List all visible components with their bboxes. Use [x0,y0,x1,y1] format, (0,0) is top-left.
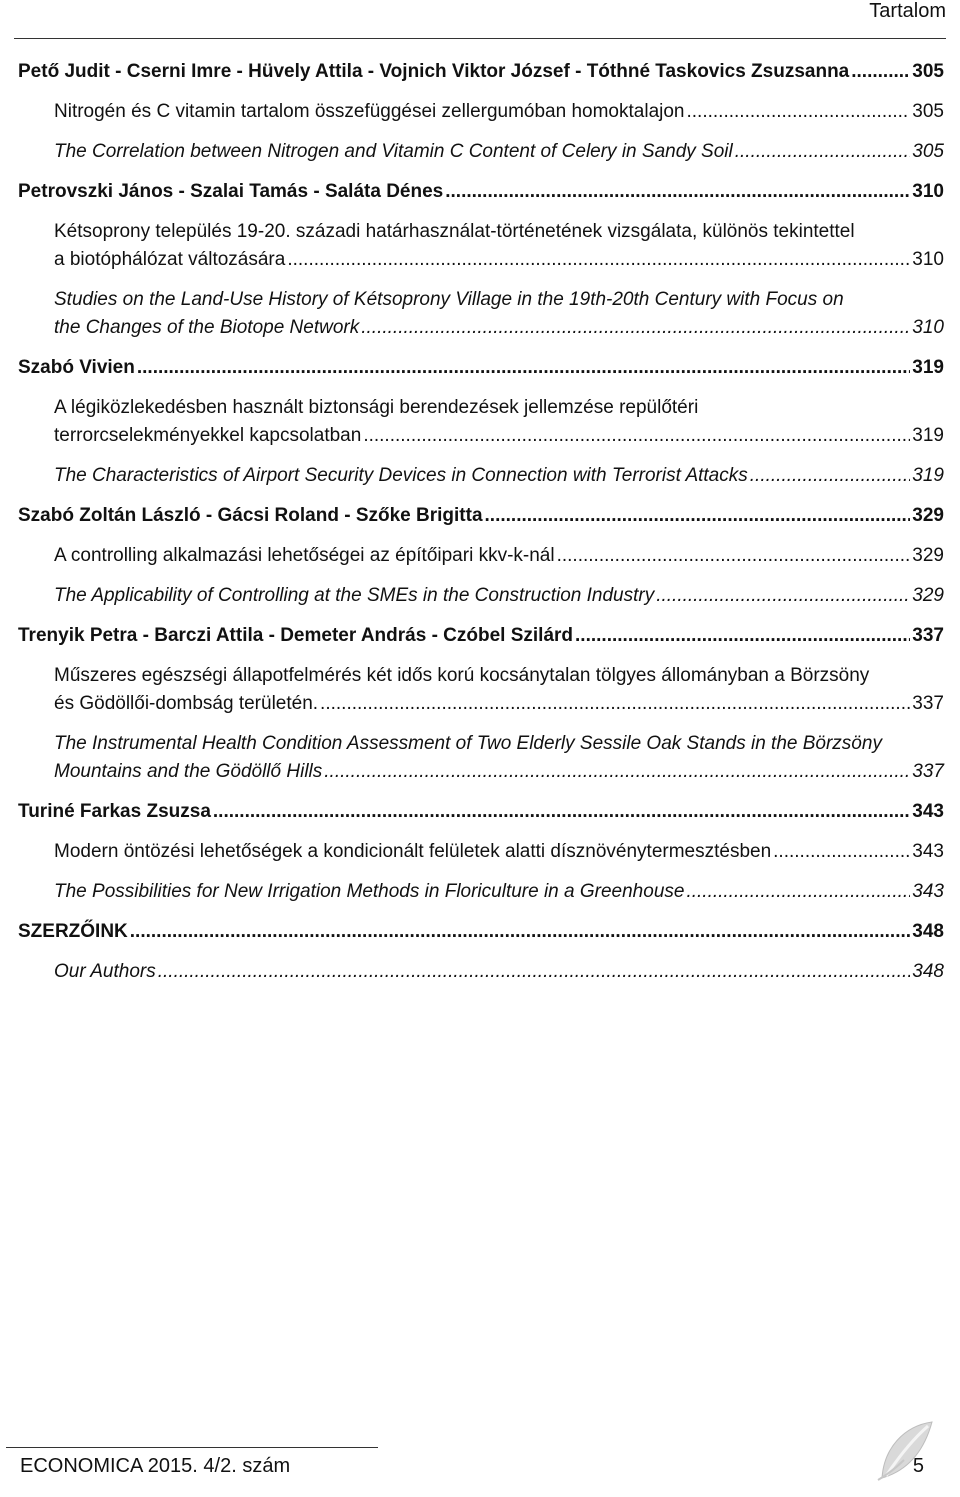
toc-title-entry[interactable] [54,394,944,450]
toc-entry-text-line: Műszeres egészségi állapotfelmérés két idős korú kocsánytalan tölgyes állományban a Börzsöny [54,665,870,686]
dot-leader [213,798,910,826]
toc-author-entry[interactable] [18,798,944,826]
dot-leader [137,354,910,382]
toc-entry-line [18,178,944,206]
toc-page-number: 319 [912,425,944,446]
toc-author-entry[interactable] [18,178,944,206]
toc-author-entry[interactable] [18,354,944,382]
toc-entry-line [54,958,944,986]
toc-page-number: 310 [912,249,944,270]
toc-entry-line [54,838,944,866]
toc-entry-line [54,314,944,342]
toc-page-number: 337 [912,625,944,646]
toc-author-entry[interactable] [18,502,944,530]
toc-entry-text: The Correlation between Nitrogen and Vitamin C Content of Celery in Sandy Soil [54,141,733,162]
toc-english-title-entry[interactable] [54,730,944,786]
toc-page-number: 348 [912,921,944,942]
toc-entry-text: Petrovszki János - Szalai Tamás - Saláta Dénes [18,181,444,202]
toc-entry-text: és Gödöllői-dombság területén. [54,693,319,714]
toc-page-number: 329 [912,585,944,606]
dot-leader [686,878,910,906]
dot-leader [320,690,910,718]
toc-page-number: 305 [912,141,944,162]
dot-leader [324,758,910,786]
toc-entry-text: a biotóphálózat változására [54,249,286,270]
dot-leader [851,58,910,86]
toc-entry-text: Trenyik Petra - Barczi Attila - Demeter András - Czóbel Szilárd [18,625,574,646]
toc-english-title-entry[interactable] [54,286,944,342]
toc-page-number: 329 [912,545,944,566]
toc-entry-line [18,918,944,946]
toc-entry-line [54,422,944,450]
toc-entry-line [54,462,944,490]
dot-leader [485,502,911,530]
toc-entry-line [54,690,944,718]
toc-author-entry[interactable] [18,622,944,650]
toc-entry-text: Mountains and the Gödöllő Hills [54,761,323,782]
toc-entry-line [18,58,944,86]
toc-page-number: 319 [912,357,944,378]
toc-page-number: 329 [912,505,944,526]
footer-journal-label: ECONOMICA 2015. 4/2. szám [20,1455,291,1477]
toc-entry-line [54,758,944,786]
toc-entry-text-line: Studies on the Land-Use History of Kétsoprony Village in the 19th-20th Century with Focus on [54,289,844,310]
dot-leader [735,138,911,166]
dot-leader [575,622,910,650]
toc-entry-line [18,798,944,826]
toc-english-title-entry[interactable] [54,138,944,166]
toc-page-number: 319 [912,465,944,486]
toc-page-number: 337 [912,761,944,782]
toc-title-entry[interactable] [54,542,944,570]
dot-leader [750,462,911,490]
dot-leader [687,98,911,126]
header-divider [14,38,946,39]
toc-entry-text: the Changes of the Biotope Network [54,317,360,338]
toc-title-entry[interactable] [54,838,944,866]
toc-entry-text-line: A légiközlekedésben használt biztonsági berendezések jellemzése repülőtéri [54,397,699,418]
toc-entry-text-line: Kétsoprony település 19-20. századi határhasználat-történetének vizsgálata, különös tekintettel [54,221,855,242]
toc-english-title-entry[interactable] [54,582,944,610]
toc-entry-text-line: The Instrumental Health Condition Assessment of Two Elderly Sessile Oak Stands in the Börzsöny [54,733,882,754]
toc-entry-text: Our Authors [54,961,156,982]
leaf-logo-icon [874,1418,938,1484]
page-header-title: Tartalom [869,0,946,22]
toc-entry-text: The Characteristics of Airport Security Devices in Connection with Terrorist Attacks [54,465,748,486]
toc-entry-line [18,622,944,650]
toc-entry-line [54,138,944,166]
toc-title-entry[interactable] [54,98,944,126]
table-of-contents [18,58,944,986]
toc-page-number: 343 [912,841,944,862]
toc-page-number: 305 [912,101,944,122]
toc-entry-text: A controlling alkalmazási lehetőségei az építőipari kkv-k-nál [54,545,555,566]
toc-page-number: 343 [912,801,944,822]
toc-english-title-entry[interactable] [54,958,944,986]
toc-title-entry[interactable] [54,662,944,718]
toc-entry-text: Nitrogén és C vitamin tartalom összefüggései zellergumóban homoktalajon [54,101,685,122]
toc-entry-text: Pető Judit - Cserni Imre - Hüvely Attila - Vojnich Viktor József - Tóthné Taskovics Zsuzsanna [18,61,850,82]
toc-entry-text: terrorcselekményekkel kapcsolatban [54,425,362,446]
toc-entry-line [54,246,944,274]
dot-leader [287,246,910,274]
toc-entry-text: Szabó Vivien [18,357,135,378]
toc-entry-text: Turiné Farkas Zsuzsa [18,801,211,822]
toc-entry-line [54,878,944,906]
toc-page-number: 310 [912,317,944,338]
dot-leader [445,178,910,206]
toc-entry-line [54,98,944,126]
toc-entry-text: The Applicability of Controlling at the SMEs in the Construction Industry [54,585,655,606]
toc-entry-text: Modern öntözési lehetőségek a kondicionált felületek alatti dísznövénytermesztésben [54,841,772,862]
footer-divider [6,1447,378,1448]
dot-leader [361,314,910,342]
toc-english-title-entry[interactable] [54,462,944,490]
toc-page-number: 310 [912,181,944,202]
toc-english-title-entry[interactable] [54,878,944,906]
toc-entry-line [54,582,944,610]
toc-entry-text: SZERZŐINK [18,921,128,942]
toc-page-number: 348 [912,961,944,982]
toc-page-number: 343 [912,881,944,902]
dot-leader [773,838,910,866]
toc-entry-line [18,354,944,382]
dot-leader [363,422,910,450]
toc-page-number: 337 [912,693,944,714]
dot-leader [656,582,910,610]
footer-page-number: 5 [912,1455,924,1477]
toc-author-entry[interactable] [18,918,944,946]
toc-title-entry[interactable] [54,218,944,274]
dot-leader [130,918,911,946]
toc-author-entry[interactable] [18,58,944,86]
dot-leader [557,542,911,570]
toc-entry-text: Szabó Zoltán László - Gácsi Roland - Szőke Brigitta [18,505,483,526]
toc-page-number: 305 [912,61,944,82]
toc-entry-text: The Possibilities for New Irrigation Methods in Floriculture in a Greenhouse [54,881,685,902]
toc-entry-line [54,542,944,570]
dot-leader [158,958,911,986]
toc-entry-line [18,502,944,530]
